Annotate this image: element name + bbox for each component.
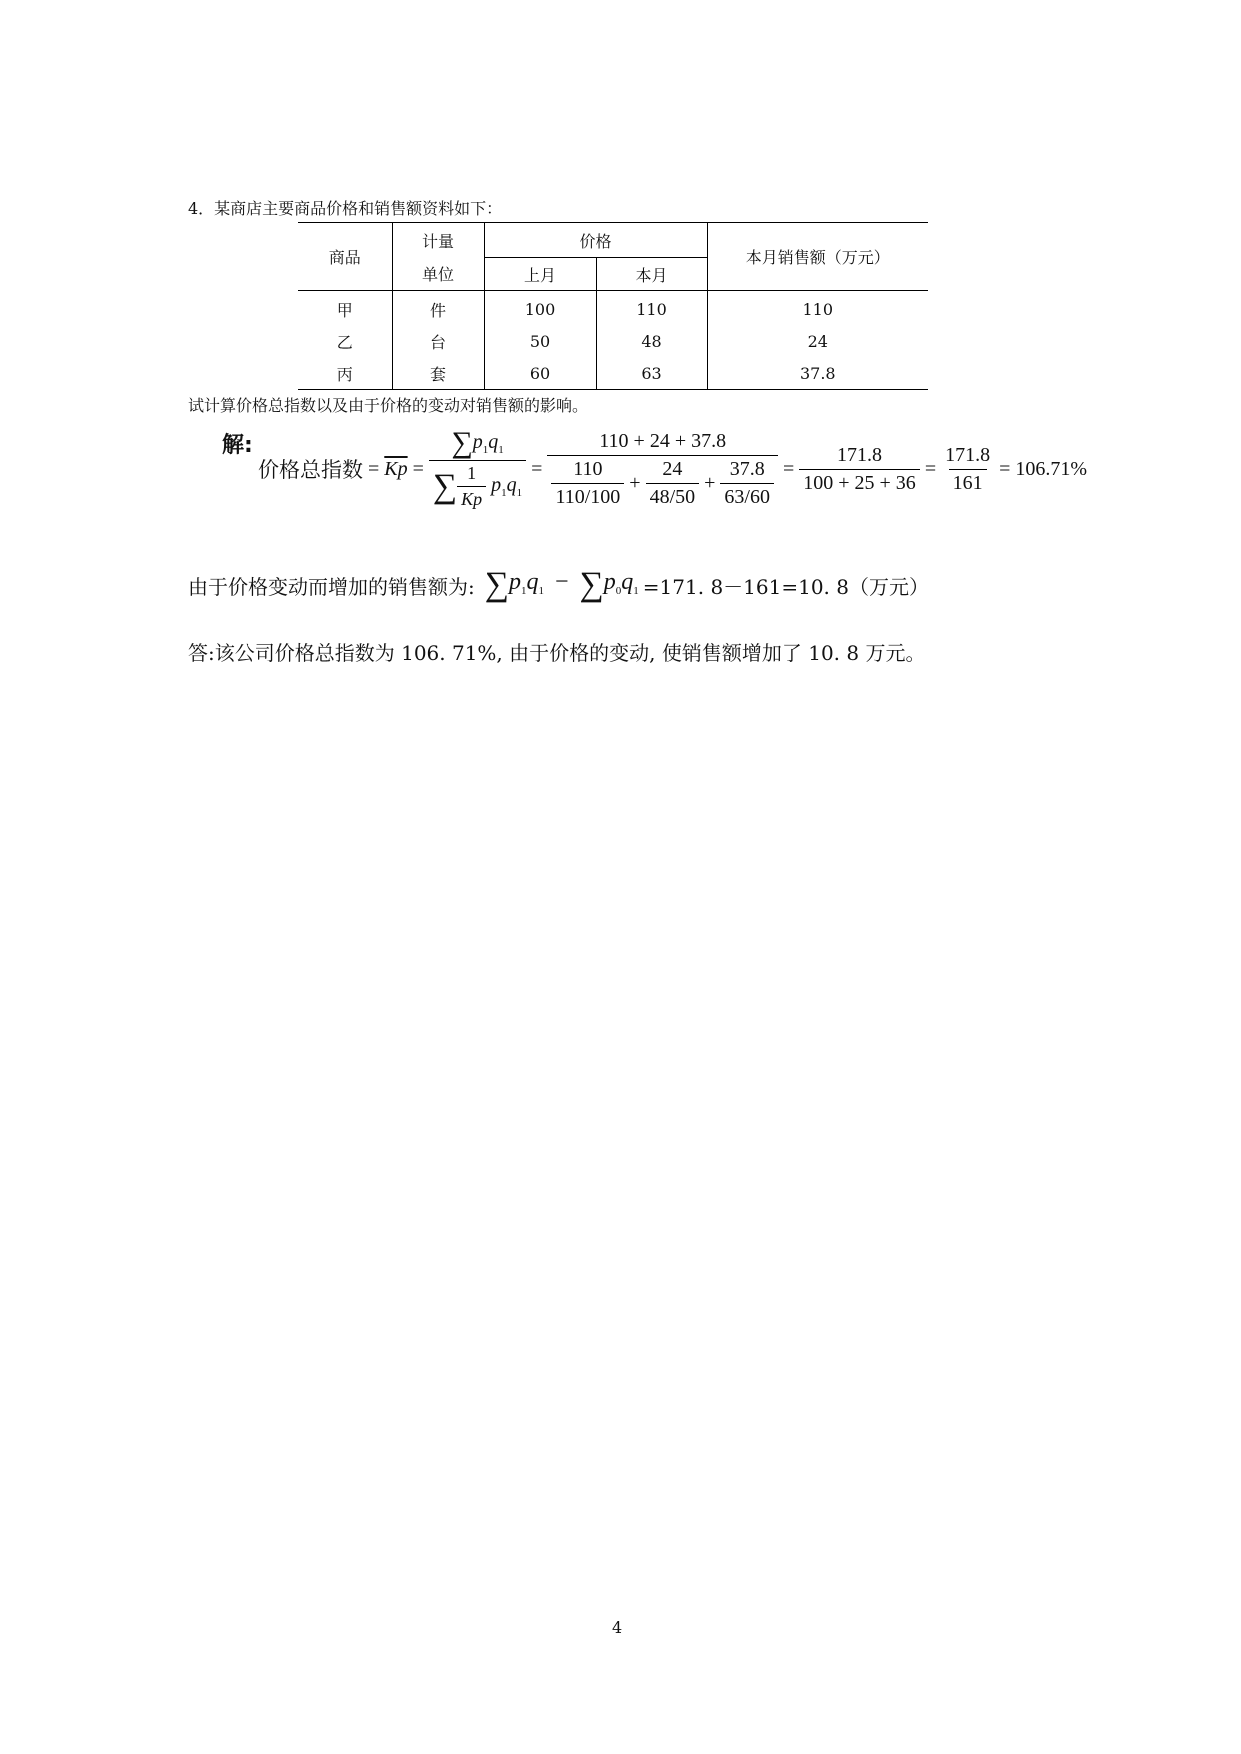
cell-goods: 丙 (336, 364, 353, 384)
index-label: 价格总指数 (258, 458, 363, 482)
cell-unit: 套 (392, 357, 484, 390)
price-index-formula: 价格总指数 = $\overline{Kp}$ = $\sum p_1q_1$ ∑ $\frac{1}{Kp}$ $p_1q_1$ = 110 + 24 + 37.8 $\frac{110}{110/100}$ + $\frac{24}{48/50}$ + $\frac{37.8}{63/60}$ = $\frac{171.8}{100 + 25 + 36}$ = $\frac{171.8}{161}$ = 106.71% (258, 426, 1088, 509)
cell-sales: 37.8 (707, 357, 928, 390)
cell-unit: 台 (392, 325, 484, 357)
problem-question: 试计算价格总指数以及由于价格的变动对销售额的影响。 (188, 396, 589, 415)
table-row (298, 325, 928, 357)
weighted-formula-fraction: $\sum p_1q_1$ ∑ $\frac{1}{Kp}$ $p_1q_1$ (429, 428, 526, 510)
problem-intro: 4．某商店主要商品价格和销售额资料如下： (188, 199, 503, 218)
col-header-unit-line1: 计量 (392, 223, 484, 258)
cell-last: 50 (484, 325, 596, 357)
step3-fraction: $\frac{171.8}{161}$ (945, 443, 991, 494)
col-header-this-month: 本月 (596, 258, 707, 291)
solution-label: 解: (222, 433, 253, 458)
step2-fraction: $\frac{171.8}{100 + 25 + 36}$ (799, 444, 920, 495)
answer-text: 答:该公司价格总指数为 106. 71%, 由于价格的变动, 使销售额增加了 10. 8 万元。 (188, 641, 926, 665)
cell-this: 48 (596, 325, 707, 357)
result-value: 106.71% (1015, 457, 1088, 480)
table-row (298, 357, 928, 390)
col-header-price: 价格 (484, 223, 707, 258)
cell-unit: 件 (392, 291, 484, 326)
kp-symbol: $\overline{Kp}$ (384, 457, 408, 480)
page-number: 4 (612, 1618, 623, 1637)
cell-this: 63 (596, 357, 707, 390)
sales-increase-line (188, 568, 929, 602)
numeric-fraction: 110 + 24 + 37.8 $\frac{110}{110/100}$ + $\frac{24}{48/50}$ + $\frac{37.8}{63/60}$ (547, 430, 778, 509)
col-header-unit-line2: 单位 (392, 258, 484, 291)
col-header-last-month: 上月 (484, 258, 596, 291)
cell-goods: 甲 (336, 300, 353, 320)
cell-last: 60 (484, 357, 596, 390)
increase-calc: =171. 8－161=10. 8（万元） (642, 574, 929, 599)
table-row (298, 291, 928, 326)
increase-formula: $\sum p_1q_1 - \sum p_0q_1$ (484, 566, 639, 603)
price-sales-table (298, 222, 928, 390)
col-header-goods: 商品 (298, 223, 392, 291)
cell-goods: 乙 (336, 332, 353, 352)
cell-this: 110 (596, 291, 707, 326)
cell-sales: 24 (707, 325, 928, 357)
col-header-sales: 本月销售额（万元） (707, 223, 928, 291)
cell-sales: 110 (707, 291, 928, 326)
cell-last: 100 (484, 291, 596, 326)
increase-label: 由于价格变动而增加的销售额为: (188, 574, 475, 599)
